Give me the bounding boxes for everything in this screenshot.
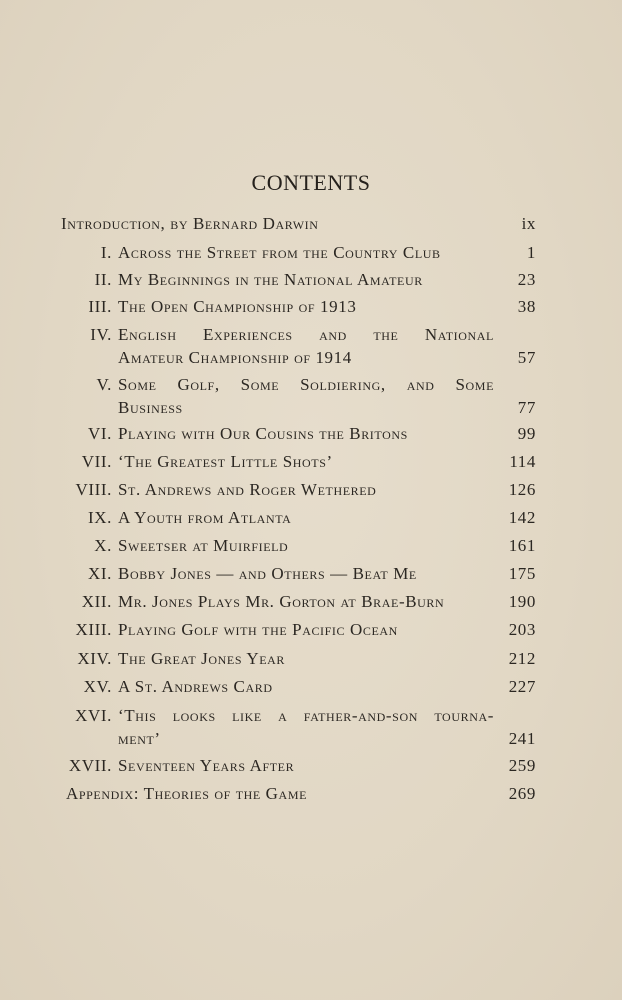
toc-page-number: 259: [508, 756, 536, 775]
chapter-numeral: V.: [96, 375, 112, 394]
toc-entry-text: English Experiences and the National: [118, 325, 494, 344]
toc-entry-text: Playing Golf with the Pacific Ocean: [118, 620, 398, 639]
chapter-numeral: XVI.: [75, 706, 112, 725]
chapter-numeral: II.: [94, 270, 112, 289]
page-title: CONTENTS: [251, 170, 371, 195]
toc-page-number: 1: [526, 243, 536, 262]
chapter-numeral: XI.: [88, 564, 112, 583]
toc-entry-text: The Open Championship of 1913: [118, 297, 357, 316]
toc-entry-text: Introduction, by Bernard Darwin: [61, 214, 319, 233]
toc-page-number: ix: [521, 214, 536, 233]
toc-entry-text: Appendix: Theories of the Game: [66, 784, 308, 803]
chapter-numeral: VI.: [88, 424, 112, 443]
toc-entry-text-continued: ment’: [118, 729, 161, 748]
chapter-numeral: I.: [100, 243, 112, 262]
toc-entry-text: Seventeen Years After: [118, 756, 295, 775]
toc-entry-text: The Great Jones Year: [118, 649, 286, 668]
toc-page-number: 126: [508, 480, 536, 499]
toc-page-number: 57: [517, 348, 536, 367]
toc-page-number: 203: [508, 620, 536, 639]
toc-page-number: 77: [517, 398, 536, 417]
chapter-numeral: XIII.: [75, 620, 112, 639]
toc-entry-text: Sweetser at Muirfield: [118, 536, 289, 555]
chapter-numeral: IV.: [90, 325, 112, 344]
toc-entry-text: Some Golf, Some Soldiering, and Some: [118, 375, 494, 394]
toc-page-number: 142: [508, 508, 536, 527]
toc-entry-text: My Beginnings in the National Amateur: [118, 270, 423, 289]
toc-entry-text-continued: Amateur Championship of 1914: [118, 348, 352, 367]
toc-entry-text: A St. Andrews Card: [118, 677, 273, 696]
chapter-numeral: XVII.: [68, 756, 112, 775]
toc-entry-text: ‘The Greatest Little Shots’: [118, 452, 333, 471]
toc-entry-text: A Youth from Atlanta: [118, 508, 292, 527]
chapter-numeral: IX.: [88, 508, 112, 527]
toc-entry-text: Mr. Jones Plays Mr. Gorton at Brae-Burn: [118, 592, 445, 611]
toc-entry-text: St. Andrews and Roger Wethered: [118, 480, 377, 499]
toc-page-number: 23: [517, 270, 536, 289]
toc-entry-text: Playing with Our Cousins the Britons: [118, 424, 408, 443]
toc-page-number: 38: [517, 297, 536, 316]
toc-page-number: 241: [508, 729, 536, 748]
toc-page-number: 212: [508, 649, 536, 668]
toc-entry-text: ‘This looks like a father-and-son tourna-: [118, 706, 494, 725]
chapter-numeral: XV.: [83, 677, 112, 696]
chapter-numeral: III.: [88, 297, 112, 316]
chapter-numeral: XII.: [81, 592, 112, 611]
toc-page-number: 190: [508, 592, 536, 611]
chapter-numeral: XIV.: [77, 649, 112, 668]
toc-entry-text: Bobby Jones — and Others — Beat Me: [118, 564, 417, 583]
toc-page-number: 227: [508, 677, 536, 696]
toc-page-number: 161: [508, 536, 536, 555]
chapter-numeral: X.: [94, 536, 112, 555]
chapter-numeral: VII.: [81, 452, 112, 471]
toc-page-number: 99: [517, 424, 536, 443]
toc-entry-text-continued: Business: [118, 398, 183, 417]
chapter-numeral: VIII.: [75, 480, 112, 499]
toc-page-number: 269: [508, 784, 536, 803]
toc-page-number: 114: [509, 452, 536, 471]
toc-page-number: 175: [508, 564, 536, 583]
toc-entry-text: Across the Street from the Country Club: [118, 243, 441, 262]
